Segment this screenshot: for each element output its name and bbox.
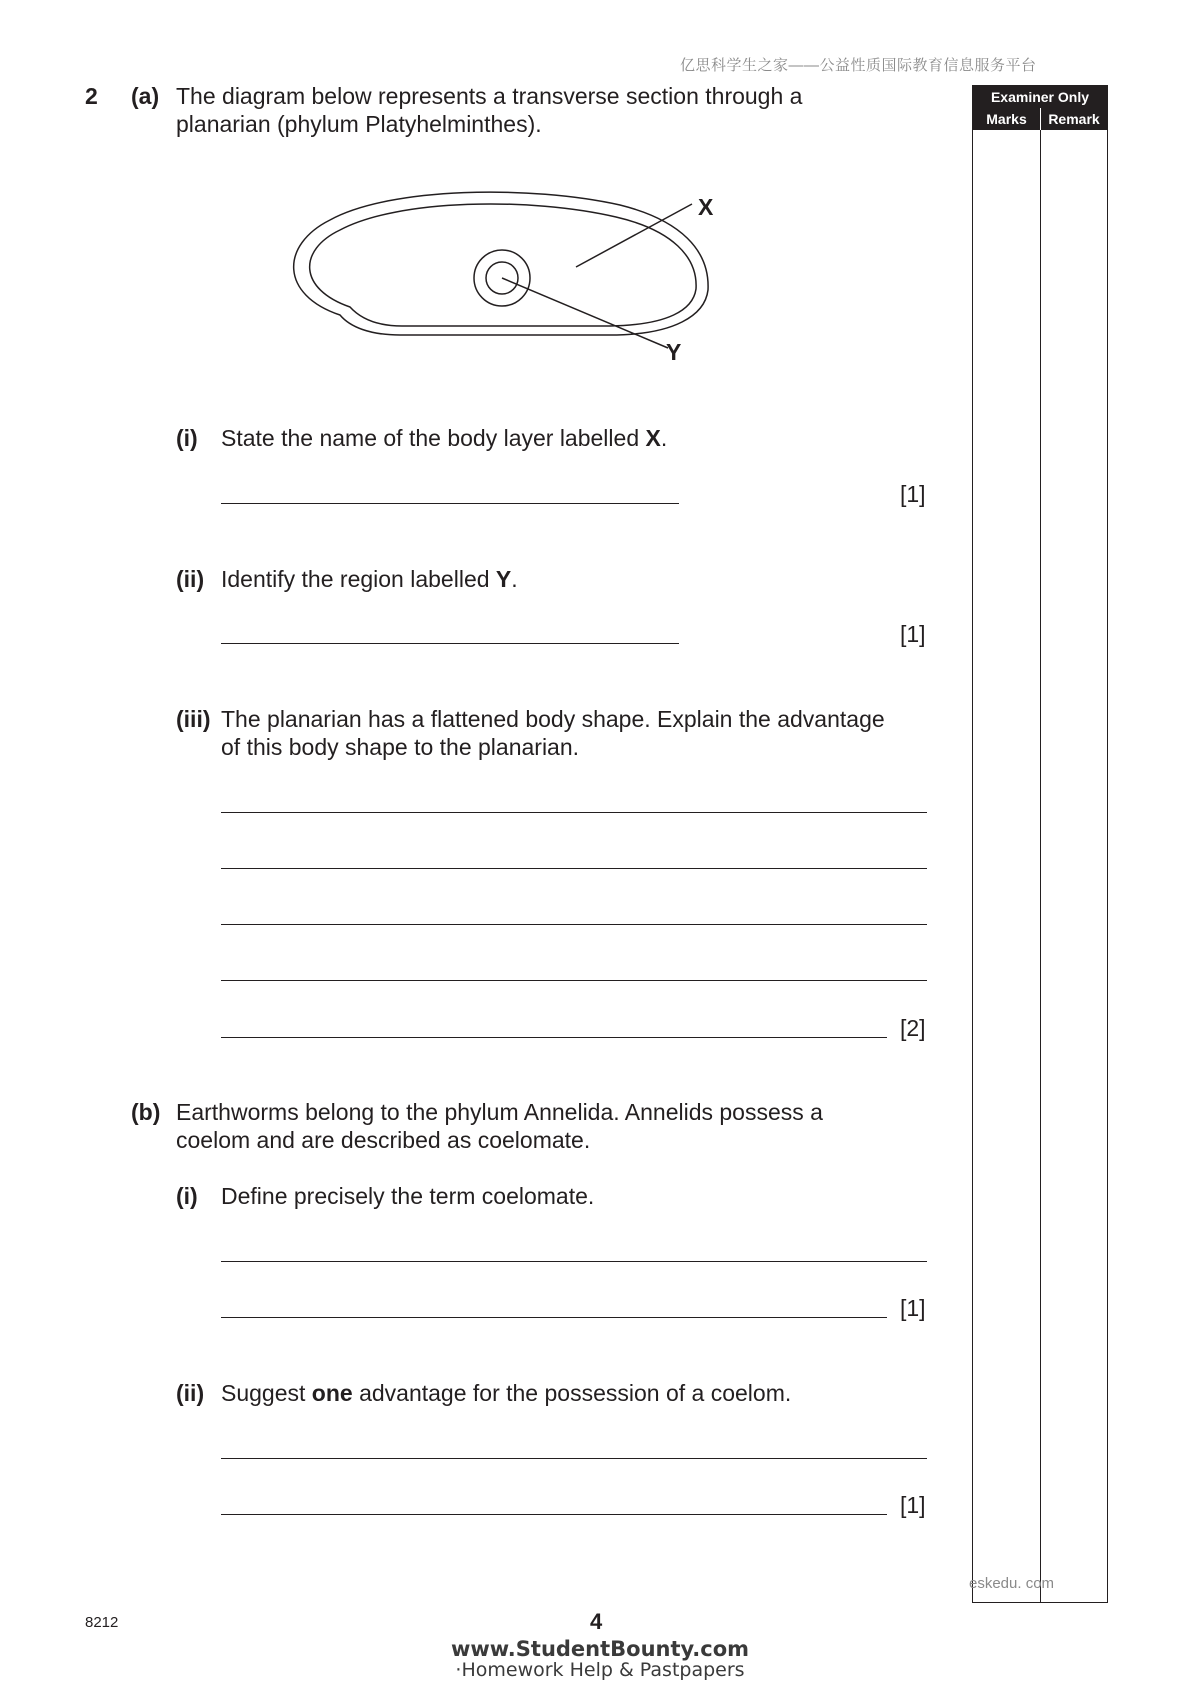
label-line-y: [502, 278, 668, 348]
sub-iii-question-line2: of this body shape to the planarian.: [221, 734, 580, 760]
part-a-text-line1: The diagram below represents a transverse section through a: [176, 83, 803, 109]
diagram-label-x: X: [698, 194, 714, 220]
sub-b-ii-label: (ii): [176, 1380, 205, 1406]
answer-line[interactable]: [221, 812, 927, 813]
sub-i-label: (i): [176, 425, 198, 451]
answer-line[interactable]: [221, 503, 679, 504]
answer-line[interactable]: [221, 1458, 927, 1459]
logo-line2: ·Homework Help & Pastpapers: [455, 1659, 745, 1681]
sub-iii-label: (iii): [176, 706, 211, 732]
label-line-x: [576, 204, 692, 267]
paper-code: 8212: [85, 1614, 119, 1631]
answer-line[interactable]: [221, 643, 679, 644]
examiner-only-column: [972, 85, 1108, 1603]
answer-line[interactable]: [221, 1317, 887, 1318]
answer-line[interactable]: [221, 1514, 887, 1515]
marks-header: Marks: [986, 111, 1027, 127]
question-number: 2: [85, 83, 98, 109]
sub-ii-question: Identify the region labelled Y.: [221, 566, 518, 592]
sub-b-i-question: Define precisely the term coelomate.: [221, 1183, 595, 1209]
header-watermark: 亿思科学生之家——公益性质国际教育信息服务平台: [680, 57, 1037, 74]
examiner-divider: [1040, 108, 1041, 1602]
part-b-text-line2: coelom and are described as coelomate.: [176, 1127, 591, 1153]
inner-body-outline: [310, 204, 696, 326]
page-number: 4: [590, 1609, 603, 1634]
answer-line[interactable]: [221, 1037, 887, 1038]
studentbounty-logo: [440, 1638, 760, 1680]
answer-line[interactable]: [221, 868, 927, 869]
sub-b-i-label: (i): [176, 1183, 198, 1209]
answer-line[interactable]: [221, 1261, 927, 1262]
logo-line1: www.StudentBounty.com: [450, 1637, 750, 1661]
marks-indicator: [1]: [900, 1295, 926, 1321]
part-b-label: (b): [131, 1099, 161, 1125]
side-watermark: eskedu. com: [969, 1575, 1055, 1592]
part-b-text-line1: Earthworms belong to the phylum Annelida. Annelids possess a: [176, 1099, 823, 1125]
marks-indicator: [1]: [900, 1492, 926, 1518]
marks-indicator: [2]: [900, 1015, 926, 1041]
answer-line[interactable]: [221, 980, 927, 981]
sub-iii-question-line1: The planarian has a flattened body shape. Explain the advantage: [221, 706, 885, 732]
remark-header: Remark: [1048, 111, 1100, 127]
examiner-only-title: Examiner Only: [973, 86, 1107, 108]
outer-body-outline: [294, 192, 708, 335]
sub-i-question: State the name of the body layer labelled X.: [221, 425, 668, 451]
examiner-divider-header: [1040, 108, 1041, 130]
marks-indicator: [1]: [900, 621, 926, 647]
part-a-label: (a): [131, 83, 160, 109]
sub-b-ii-question: Suggest one advantage for the possession of a coelom.: [221, 1380, 792, 1406]
part-a-text-line2: planarian (phylum Platyhelminthes).: [176, 111, 542, 137]
sub-ii-label: (ii): [176, 566, 205, 592]
diagram-label-y: Y: [666, 339, 682, 365]
marks-indicator: [1]: [900, 481, 926, 507]
answer-line[interactable]: [221, 924, 927, 925]
